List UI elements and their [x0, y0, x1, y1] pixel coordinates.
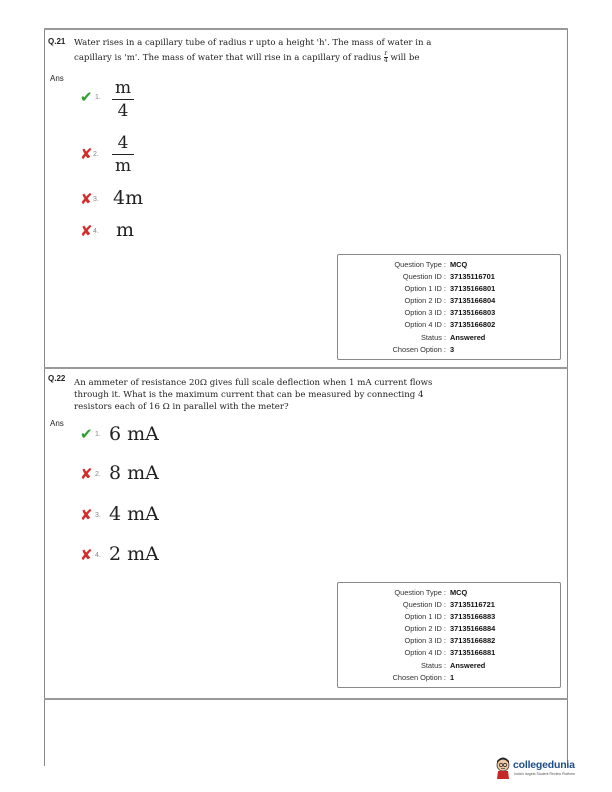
- question-text-line-3: resistors each of 16 Ω in parallel with the meter?: [74, 402, 289, 412]
- question-number: Q.21: [48, 37, 66, 46]
- info-key: Question ID :: [402, 600, 446, 609]
- question-text-line-2: [74, 51, 419, 65]
- student-mascot-icon: [494, 756, 512, 780]
- info-key: Question Type :: [394, 588, 446, 597]
- fraction-numerator: r: [384, 50, 388, 57]
- bottom-divider: [44, 698, 568, 700]
- info-value: Answered: [450, 333, 486, 342]
- option-number: 2.: [95, 471, 101, 478]
- info-key: Option 4 ID :: [404, 320, 446, 329]
- fraction-numerator: 4: [117, 133, 129, 153]
- info-key: Option 4 ID :: [404, 648, 446, 657]
- info-value: 3: [450, 345, 455, 354]
- info-value: 37135116721: [450, 600, 495, 609]
- info-key: Chosen Option :: [392, 345, 446, 354]
- fraction-bar: [112, 99, 134, 100]
- info-key: Option 1 ID :: [404, 284, 446, 293]
- fraction-denominator: m: [114, 156, 132, 176]
- logo-name: collegedunia: [513, 759, 575, 771]
- wrong-cross-icon: ✘: [80, 466, 93, 483]
- info-key: Option 2 ID :: [404, 624, 446, 633]
- info-value: 37135166804: [450, 296, 496, 305]
- option-number: 1.: [95, 431, 101, 438]
- wrong-cross-icon: ✘: [80, 223, 93, 240]
- ans-label: Ans: [50, 74, 64, 83]
- correct-tick-icon: ✔: [80, 426, 93, 443]
- info-value: 37135166801: [450, 284, 496, 293]
- info-key: Question Type :: [394, 260, 446, 269]
- info-value: 37135166803: [450, 308, 496, 317]
- info-key: Option 3 ID :: [404, 636, 446, 645]
- option-number: 2.: [93, 151, 99, 158]
- option-2-fraction: [112, 133, 134, 176]
- info-value: 37135166884: [450, 624, 496, 633]
- question-text-part: capillary is 'm'. The mass of water that will rise in a capillary of radius: [74, 53, 382, 63]
- info-key: Status :: [420, 661, 446, 670]
- collegedunia-logo: [494, 756, 575, 782]
- wrong-cross-icon: ✘: [80, 191, 93, 208]
- question-text-line-1: An ammeter of resistance 20Ω gives full scale deflection when 1 mA current flows: [74, 378, 433, 388]
- question-text-line-2: through it. What is the maximum current that can be measured by connecting 4: [74, 390, 424, 400]
- option-number: 4.: [95, 552, 101, 559]
- wrong-cross-icon: ✘: [80, 146, 93, 163]
- info-value: Answered: [450, 661, 486, 670]
- info-value: MCQ: [450, 588, 468, 597]
- info-key: Status :: [420, 333, 446, 342]
- ans-label: Ans: [50, 419, 64, 428]
- question-divider: [44, 367, 568, 369]
- info-value: 37135166883: [450, 612, 496, 621]
- option-1-fraction: [112, 78, 134, 121]
- option-text: 2 mA: [109, 543, 159, 565]
- option-text: 4m: [113, 187, 144, 209]
- info-key: Option 2 ID :: [404, 296, 446, 305]
- info-value: 1: [450, 673, 455, 682]
- option-text: m: [116, 219, 135, 241]
- top-divider: [44, 28, 568, 30]
- info-key: Question ID :: [402, 272, 446, 281]
- info-value: 37135166881: [450, 648, 496, 657]
- option-number: 3.: [93, 196, 99, 203]
- logo-tagline: India's largest Student Review Platform: [514, 772, 575, 776]
- question-info-box: [337, 254, 561, 360]
- fraction-bar: [112, 154, 134, 155]
- info-value: 37135116701: [450, 272, 495, 281]
- fraction-numerator: m: [114, 78, 132, 98]
- wrong-cross-icon: ✘: [80, 547, 93, 564]
- question-text-part: will be: [390, 53, 420, 63]
- info-value: 37135166882: [450, 636, 496, 645]
- info-key: Option 3 ID :: [404, 308, 446, 317]
- wrong-cross-icon: ✘: [80, 507, 93, 524]
- question-info-box: [337, 582, 561, 688]
- info-key: Chosen Option :: [392, 673, 446, 682]
- correct-tick-icon: ✔: [80, 89, 93, 106]
- option-number: 1.: [95, 94, 101, 101]
- fraction-denominator: 4: [383, 57, 388, 64]
- fraction-denominator: 4: [117, 101, 129, 121]
- info-key: Option 1 ID :: [404, 612, 446, 621]
- option-text: 8 mA: [109, 462, 159, 484]
- option-text: 6 mA: [109, 423, 159, 445]
- question-text-line-1: Water rises in a capillary tube of radius r upto a height 'h'. The mass of water in a: [74, 38, 432, 48]
- option-number: 3.: [95, 512, 101, 519]
- info-value: MCQ: [450, 260, 468, 269]
- option-text: 4 mA: [109, 503, 159, 525]
- info-value: 37135166802: [450, 320, 496, 329]
- option-number: 4.: [93, 228, 99, 235]
- question-number: Q.22: [48, 374, 66, 383]
- radius-fraction: [384, 51, 388, 64]
